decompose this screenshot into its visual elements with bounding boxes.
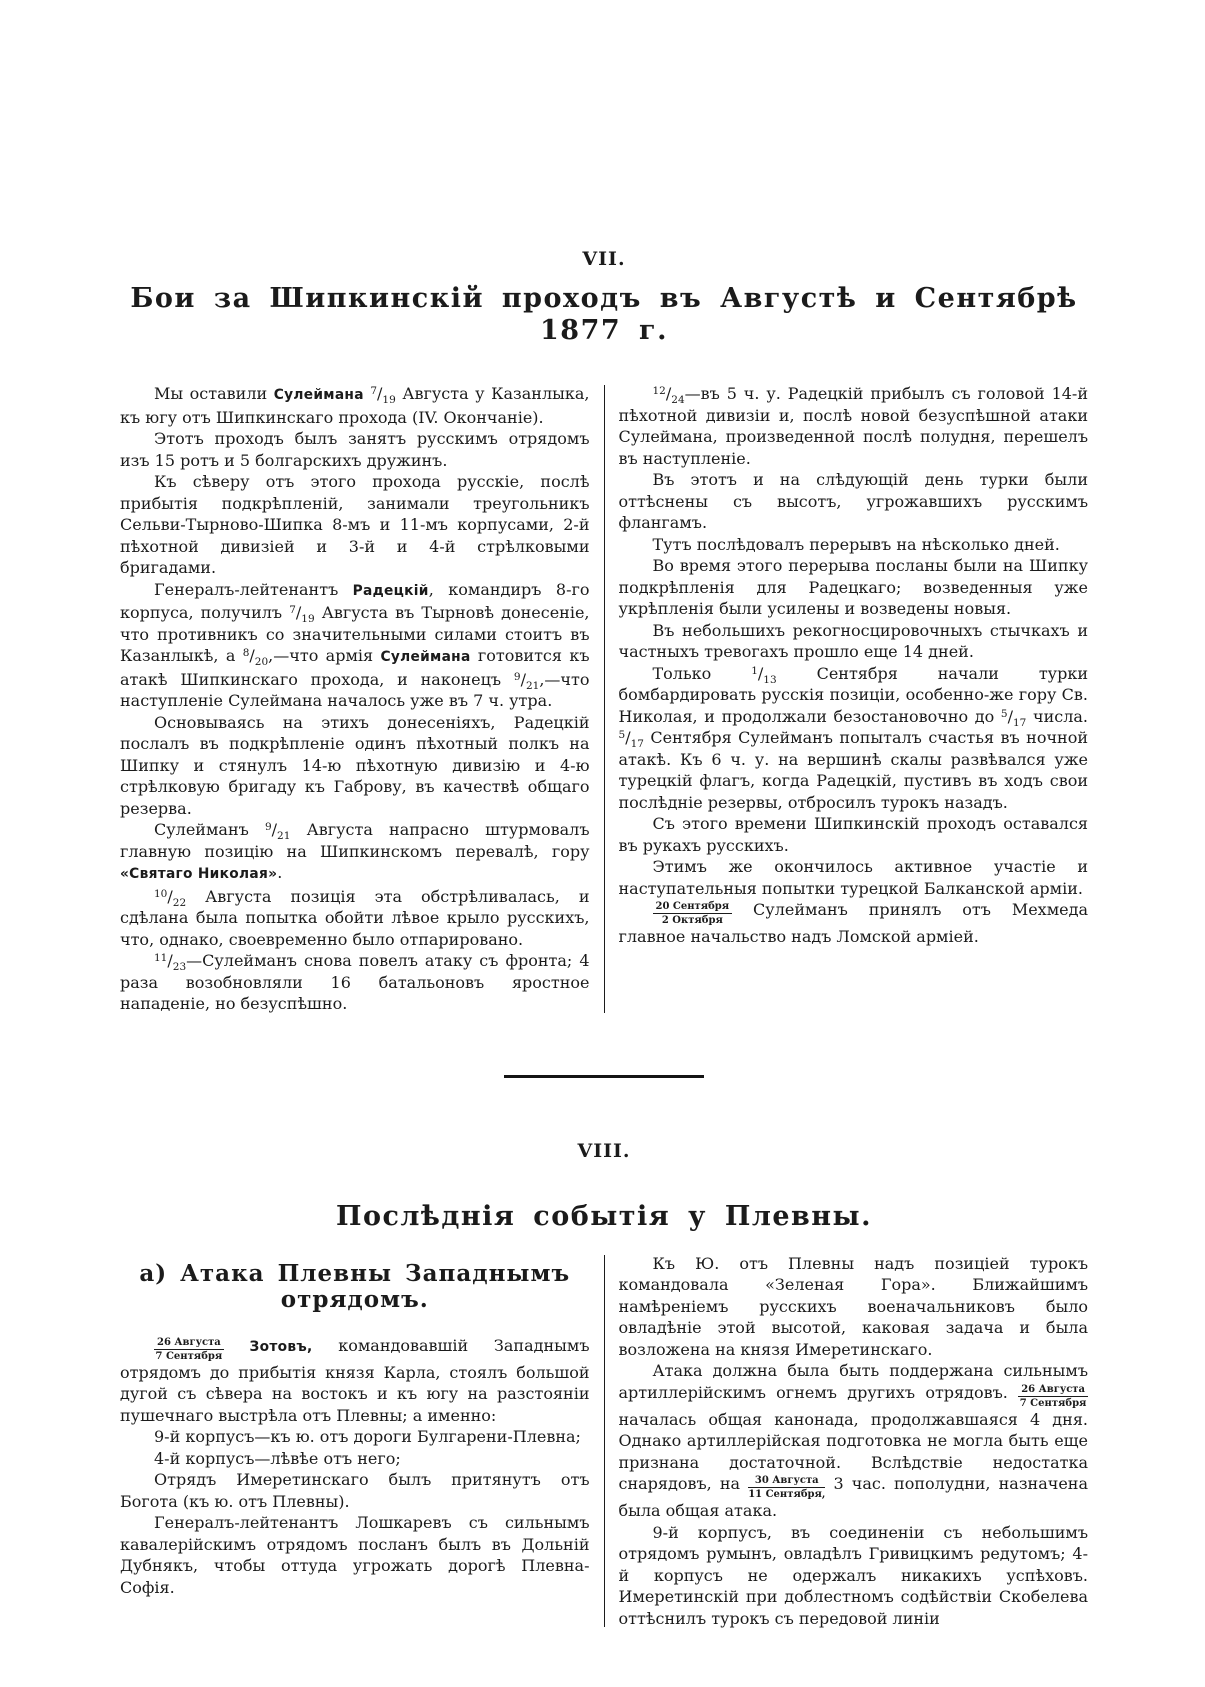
paragraph: Къ сѣверу отъ этого прохода русскіе, послѣ прибытія подкрѣпленій, занимали треугольникъ Сельви-Тырново-Шипка 8-мъ и 11-мъ корпусами, 2-й пѣхотной дивизіей и 3-й и 4-й стрѣлковыми бригадами.	[120, 472, 590, 577]
section-number: VIII.	[577, 1139, 631, 1162]
bold-name: Зотовъ,	[249, 1338, 313, 1355]
bold-name: Сулеймана	[380, 649, 471, 665]
paragraph: Этотъ проходъ былъ занятъ русскимъ отрядомъ изъ 15 ротъ и 5 болгарскихъ дружинъ.	[120, 429, 590, 470]
two-column-text	[120, 1253, 1088, 1630]
section-divider	[504, 1075, 704, 1078]
paragraph: Въ этотъ и на слѣдующій день турки были оттѣснены съ высотъ, угрожавшихъ русскимъ флангамъ.	[618, 470, 1088, 532]
section-number: VII.	[582, 248, 626, 270]
paragraph: Атака должна была быть поддержана сильнымъ артиллерійскимъ огнемъ другихъ отрядовъ. 26 Августа 7 Сентября началась общая канонада, продолжавшаяся 4 дня. Однако артиллерійская подготовка не могла быть еще признана достаточной. Вслѣдствіе недостатка снарядовъ, на 30 Августа 11 Сентября, 3 час. пополудни, назначена была общая атака.	[618, 1361, 1088, 1520]
two-column-text	[120, 383, 1088, 1015]
inline-date-fraction: $^7/_{19}$	[370, 384, 396, 406]
paragraph: $^{11}/_{23}—Сулейманъ$ снова повелъ атаку съ фронта; 4 раза возобновляли 16 батальоновъ яростное нападеніе, но безуспѣшно.	[120, 951, 590, 1013]
inline-date-fraction: $^5/_{17}$	[1000, 706, 1027, 729]
stacked-date-fraction: 20 Сентября 2 Октября	[653, 901, 733, 926]
paragraph: Къ Ю. отъ Плевны надъ позиціей турокъ командовала «Зеленая Гора». Ближайшимъ намѣреніемъ русскихъ военачальниковъ было овладѣніе этой высотой, каковая задача и была возложена на князя Имеретинскаго.	[618, 1253, 1088, 1359]
paragraph: $^{10}/_{22}$ Августа позиція эта обстрѣливалась, и сдѣлана была попытка обойти лѣвое крыло русскихъ, что, однако, своевременно было отпарировано.	[120, 886, 590, 949]
right-column	[619, 383, 1089, 1015]
right-column	[619, 1253, 1089, 1630]
left-column	[120, 1253, 590, 1630]
inline-date-fraction: $^8/_{20}$	[242, 646, 269, 668]
inline-date-fraction: $^9/_{21}$	[513, 669, 540, 692]
subsection-title: а) Атака Плевны Западнымъ отрядомъ.	[139, 1259, 571, 1313]
left-column	[120, 383, 590, 1015]
paragraph: 9-й корпусъ—къ ю. отъ дороги Булгарени-Плевна;	[154, 1427, 581, 1446]
paragraph: Тутъ послѣдовалъ перерывъ на нѣсколько дней.	[652, 534, 1060, 554]
stacked-date-fraction: 26 Августа 7 Сентября	[155, 1336, 223, 1362]
paragraph: Съ этого времени Шипкинскій проходъ оставался въ рукахъ русскихъ.	[618, 814, 1088, 855]
paragraph: Во время этого перерыва посланы были на Шипку подкрѣпленія для Радецкаго; возведенныя уже укрѣпленія были усилены и возведены новыя.	[618, 556, 1088, 618]
paragraph: Генералъ-лейтенантъ Радецкій, командиръ 8-го корпуса, получилъ $^7/_{19}$ Августа въ Тырновѣ донесеніе, что противникъ со значительными силами стоитъ въ Казанлыкѣ, а $^8/_{20},—что$ армія Сулеймана готовится къ атакѣ Шипкинскаго прохода, и наконецъ $^9/_{21},—что$ наступленіе Сулеймана началось уже въ 7 ч. утра.	[120, 579, 590, 710]
inline-date-fraction: $^{11}/_{23}$	[154, 951, 187, 973]
paragraph: Мы оставили Сулеймана $^7/_{19}$ Августа у Казанлыка, къ югу отъ Шипкинскаго прохода (IV. Окончаніе).	[120, 384, 590, 427]
inline-date-fraction: $^5/_{17}$	[618, 728, 644, 750]
column-divider	[604, 385, 605, 1013]
stacked-date-fraction: 30 Августа 11 Сентября,	[748, 1475, 826, 1500]
left-column-body	[120, 1335, 590, 1599]
bold-name: Сулеймана	[273, 387, 364, 403]
inline-date-fraction: $^{12}/_{24}$	[652, 384, 685, 406]
inline-date-fraction: $^1/_{13}$	[751, 663, 777, 686]
section-viii	[120, 1139, 1088, 1630]
inline-date-fraction: $^7/_{19}$	[289, 603, 315, 625]
section-vii	[120, 250, 1088, 1015]
stacked-date-fraction: 26 Августа 7 Сентября	[1019, 1383, 1087, 1409]
paragraph: Генералъ-лейтенантъ Лошкаревъ съ сильнымъ кавалерійскимъ отрядомъ посланъ былъ въ Дольній Дубнякъ, чтобы оттуда угрожать дорогѣ Плевна-Софія.	[120, 1513, 590, 1597]
paragraph: $^{12}/_{24}—въ$ 5 ч. у. Радецкій прибылъ съ головой 14-й пѣхотной дивизіи и, послѣ новой безуспѣшной атаки Сулеймана, произведенной послѣ полудня, перешелъ въ наступленіе.	[618, 384, 1088, 468]
bold-name: Радецкій	[352, 582, 429, 599]
paragraph: 26 Августа 7 Сентября Зотовъ, командовавшій Западнымъ отрядомъ до прибытія князя Карла, стоялъ большой дугой съ сѣвера на востокъ и къ югу на разстояніи пушечнаго выстрѣла отъ Плевны; а именно:	[120, 1335, 590, 1425]
bold-name: «Святаго Николая»	[120, 866, 278, 882]
paragraph: Только $^1/_{13}$ Сентября начали турки бомбардировать русскія позиціи, особенно-же гору Св. Николая, и продолжали безостановочно до $^5/_{17}$ числа. $^5/_{17}$ Сентября Сулейманъ попыталъ счастья въ ночной атакѣ. Къ 6 ч. у. на вершинѣ скалы развѣвался уже турецкій флагъ, когда Радецкій, пустивъ въ ходъ свои послѣдніе резервы, отбросилъ турокъ назадъ.	[618, 663, 1089, 812]
paragraph: Этимъ же окончилось активное участіе и наступательныя попытки турецкой Балканской арміи.	[618, 857, 1088, 898]
column-divider	[604, 1255, 605, 1628]
paragraph: Въ небольшихъ рекогносцировочныхъ стычкахъ и частныхъ тревогахъ прошло еще 14 дней.	[618, 620, 1088, 661]
paragraph: Отрядъ Имеретинскаго былъ притянутъ отъ Богота (къ ю. отъ Плевны).	[120, 1470, 590, 1511]
inline-date-fraction: $^{10}/_{22}$	[154, 886, 187, 909]
paragraph: Основываясь на этихъ донесеніяхъ, Радецкій послалъ въ подкрѣпленіе одинъ пѣхотный полкъ на Шипку и стянулъ 14-ю пѣхотную дивизію и 4-ю стрѣлковую бригаду къ Габрову, въ качествѣ общаго резерва.	[120, 712, 590, 818]
section-title: Послѣднія событія у Плевны.	[335, 1200, 873, 1232]
paragraph: 20 Сентября 2 Октября Сулейманъ принялъ отъ Мехмеда главное начальство надъ Ломской арміей.	[618, 900, 1088, 946]
paragraph: Сулейманъ $^9/_{21}$ Августа напрасно штурмовалъ главную позицію на Шипкинскомъ перевалѣ, гору «Святаго Николая».	[120, 820, 590, 882]
inline-date-fraction: $^9/_{21}$	[264, 820, 291, 842]
paragraph: 9-й корпусъ, въ соединеніи съ небольшимъ отрядомъ румынъ, овладѣлъ Гривицкимъ редутомъ; 4-й корпусъ не одержалъ никакихъ успѣховъ. Имеретинскій при доблестномъ содѣйствіи Скобелева оттѣснилъ турокъ съ передовой линіи	[618, 1522, 1088, 1628]
section-title: Бои за Шипкинскій проходъ въ Августѣ и Сентябрѣ 1877 г.	[130, 283, 1078, 346]
paragraph: 4-й корпусъ—лѣвѣе отъ него;	[154, 1448, 401, 1468]
